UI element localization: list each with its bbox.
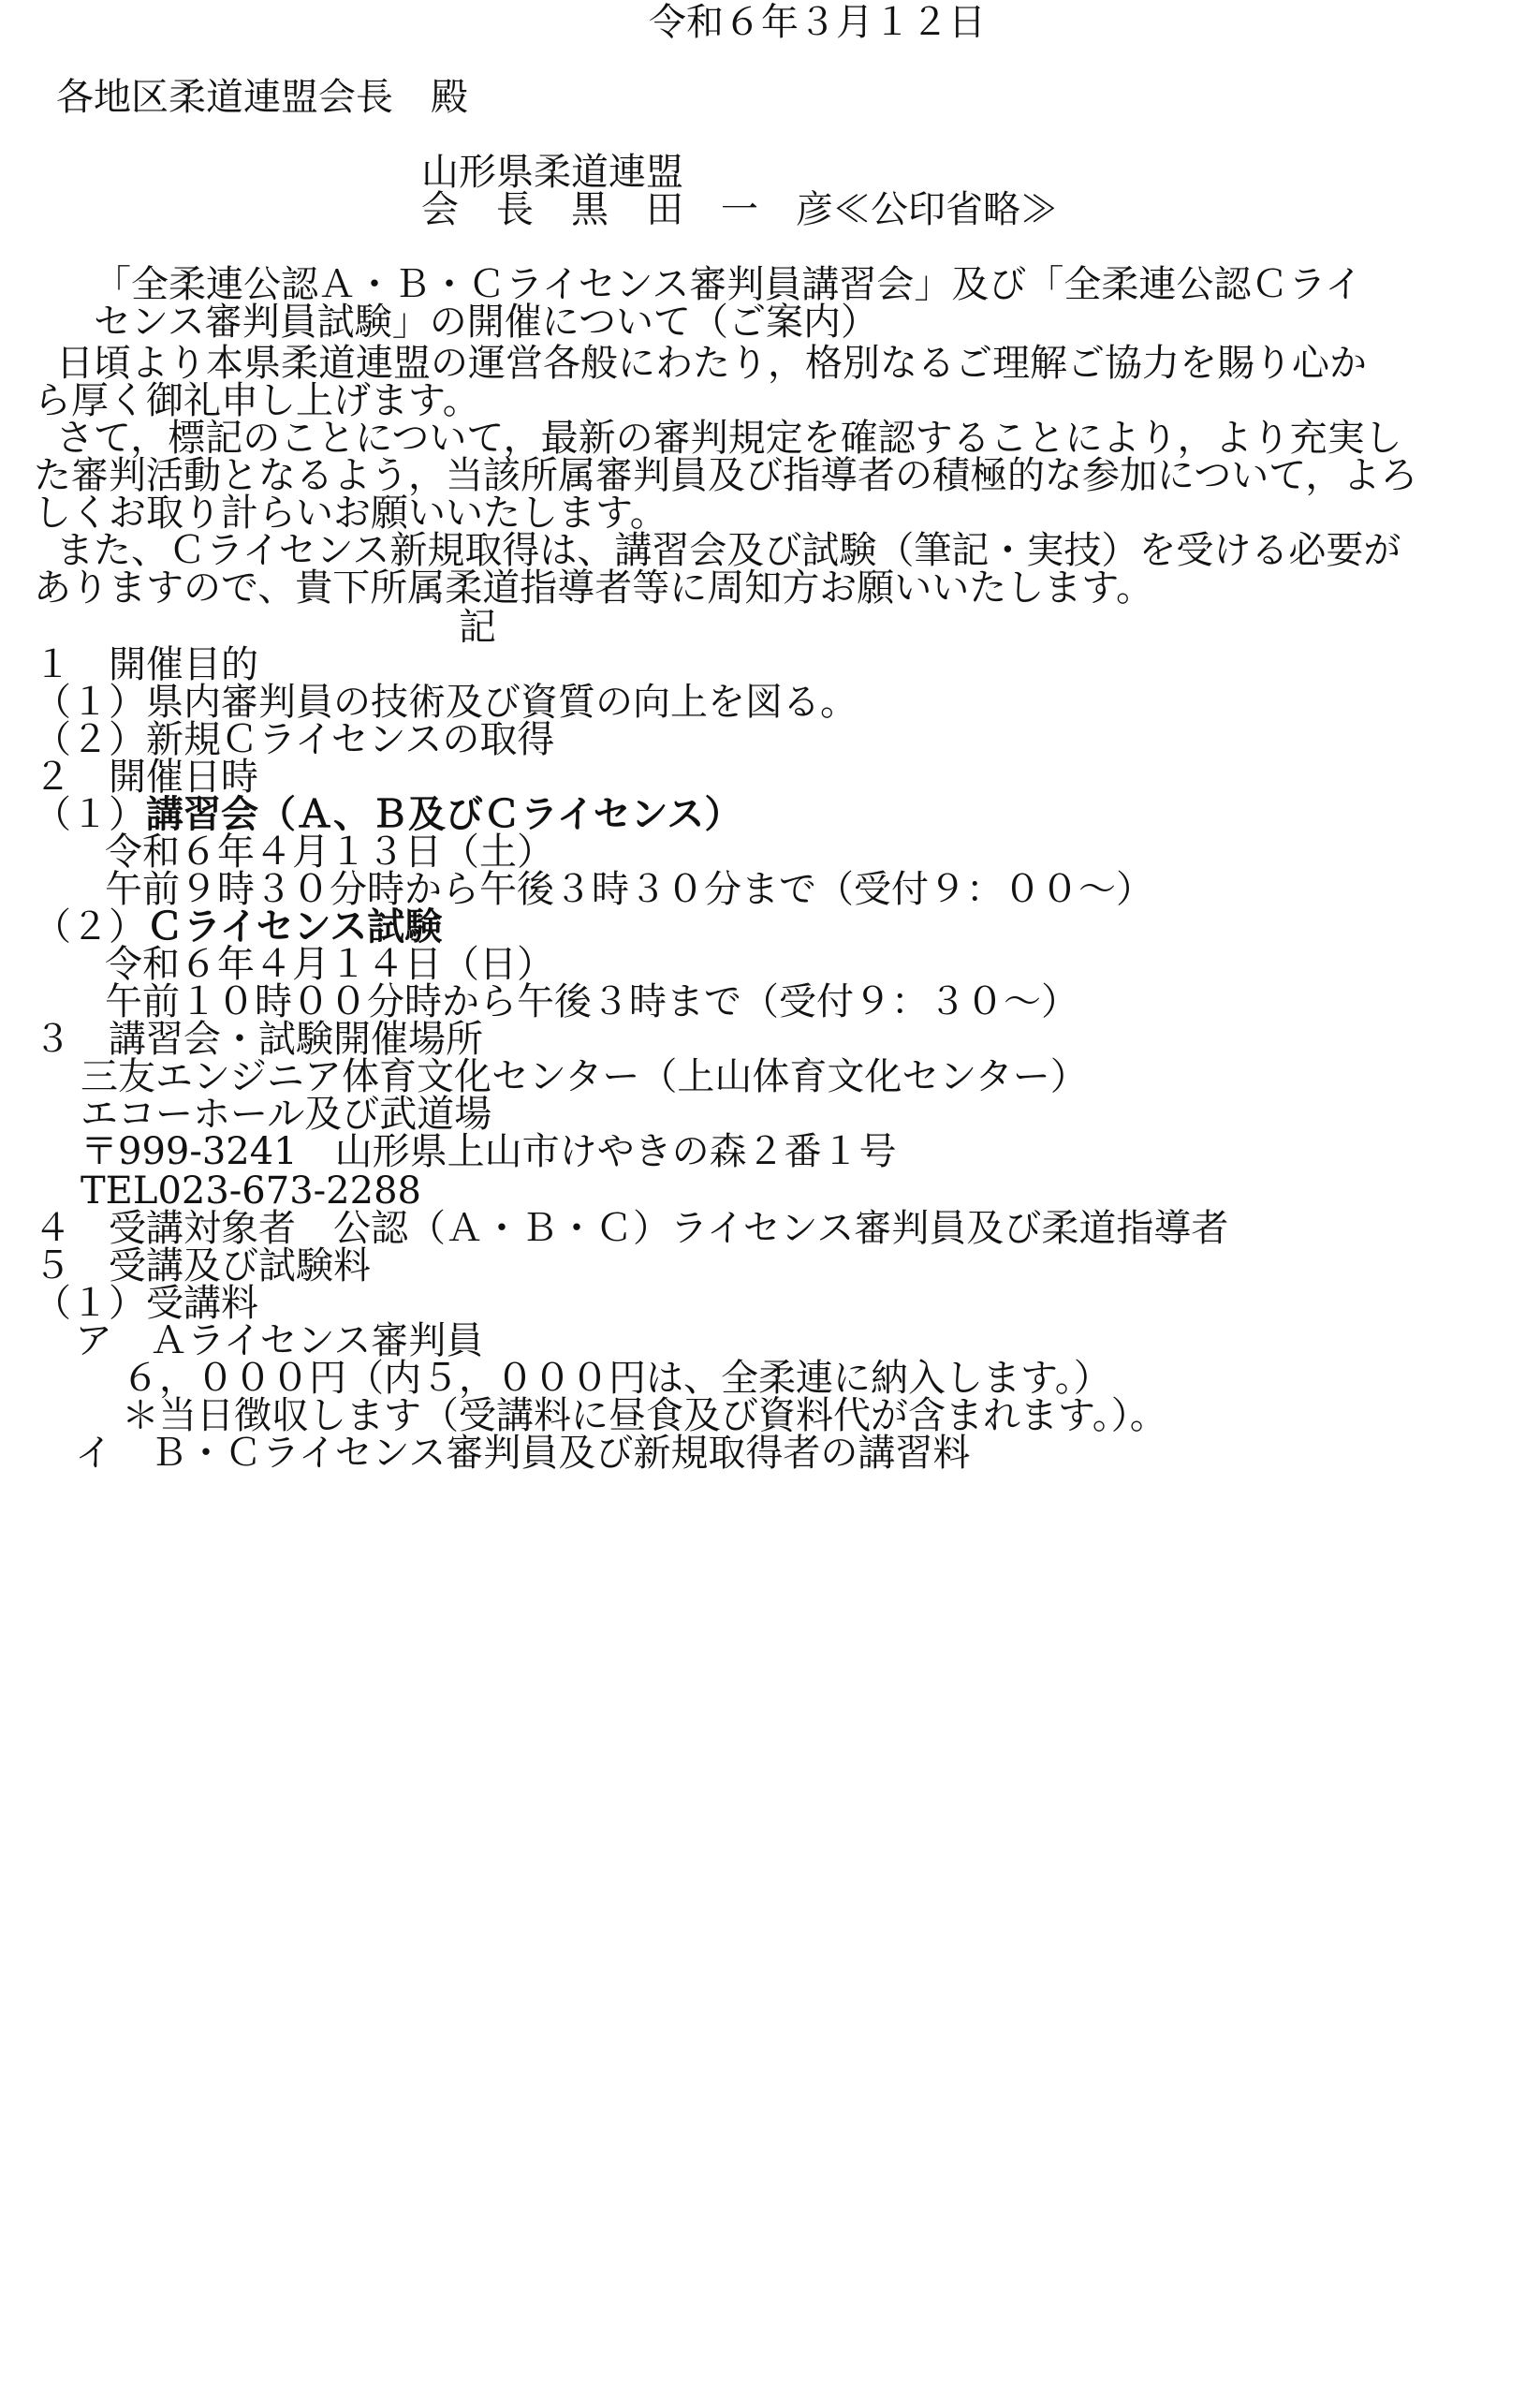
section-1-title: １ 開催目的 [34,643,258,686]
section-1-item-2: （２）新規Ｃライセンスの取得 [34,718,555,761]
subject-line-1: 「全柔連公認Ａ・Ｂ・Ｃライセンス審判員講習会」及び「全柔連公認Ｃライ [94,263,1363,306]
section-3-venue: 三友エンジニア体育文化センター（上山体育文化センター） [81,1055,1088,1098]
section-4-line: ４ 受講対象者 公認（Ａ・Ｂ・Ｃ）ライセンス審判員及び柔道指導者 [34,1207,1229,1250]
section-1-item-1: （１）県内審判員の技術及び資質の向上を図る。 [34,681,858,724]
section-2-item-1-number: （１） [34,793,146,836]
body-paragraph-3-line-2: ありますので、貴下所属柔道指導者等に周知方お願いいたします。 [34,566,1153,610]
section-2-item-2 [34,904,443,949]
section-5-a-fee: ６，０００円（内５，０００円は、全柔連に納入します。） [122,1357,1111,1400]
section-5-item-1: （１）受講料 [34,1282,258,1325]
document-date: 令和６年３月１２日 [649,1,986,44]
section-3-title: ３ 講習会・試験開催場所 [34,1018,483,1061]
addressee: 各地区柔道連盟会長 殿 [56,76,468,119]
section-2-item-1 [34,792,742,836]
body-paragraph-1-line-2: ら厚く御礼申し上げます。 [34,379,480,422]
section-3-tel: TEL023-673-2288 [81,1169,421,1213]
section-2-item-1-date: 令和６年４月１３日（土） [105,831,554,874]
section-3-address: 〒999-3241 山形県上山市けやきの森２番１号 [81,1130,897,1173]
body-paragraph-1-line-1: 日頃より本県柔道連盟の運営各般にわたり，格別なるご理解ご協力を賜り心か [56,342,1367,385]
section-3-hall: エコーホール及び武道場 [81,1093,492,1136]
body-paragraph-3-line-1: また、Ｃライセンス新規取得は、講習会及び試験（筆記・実技）を受ける必要が [56,529,1401,572]
section-5-a-title: ア Ａライセンス審判員 [75,1319,484,1362]
section-2-item-2-date: 令和６年４月１４日（日） [105,943,554,986]
section-2-item-2-time: 午前１０時００分時から午後３時まで（受付９：３０～） [105,980,1078,1023]
section-5-a-note: ＊当日徴収します（受講料に昼食及び資料代が含まれます。）。 [122,1394,1167,1437]
section-5-i-title: イ Ｂ・Ｃライセンス審判員及び新規取得者の講習料 [75,1432,971,1475]
section-2-item-1-label: 講習会（Ａ、Ｂ及びＣライセンス） [146,792,742,836]
sender-organization: 山形県柔道連盟 [421,151,683,194]
sender-title: 会 長 黒 田 一 彦≪公印省略≫ [421,188,1058,231]
section-2-title: ２ 開催日時 [34,756,258,799]
section-2-item-2-number: （２） [34,905,146,949]
body-paragraph-2-line-3: しくお取り計らいお願いいたします。 [34,492,667,535]
section-5-title: ５ 受講及び試験料 [34,1244,371,1287]
section-2-item-1-time: 午前９時３０分時から午後３時３０分まで（受付９：００～） [105,868,1153,911]
body-paragraph-2-line-1: さて，標記のことについて，最新の審判規定を確認することにより，より充実し [56,417,1402,460]
body-paragraph-2-line-2: た審判活動となるよう，当該所属審判員及び指導者の積極的な参加について，よろ [34,454,1418,497]
section-2-item-2-label: Ｃライセンス試験 [146,904,443,949]
ki-heading: 記 [459,606,496,649]
subject-line-2: センス審判員試験」の開催について（ご案内） [94,301,878,344]
